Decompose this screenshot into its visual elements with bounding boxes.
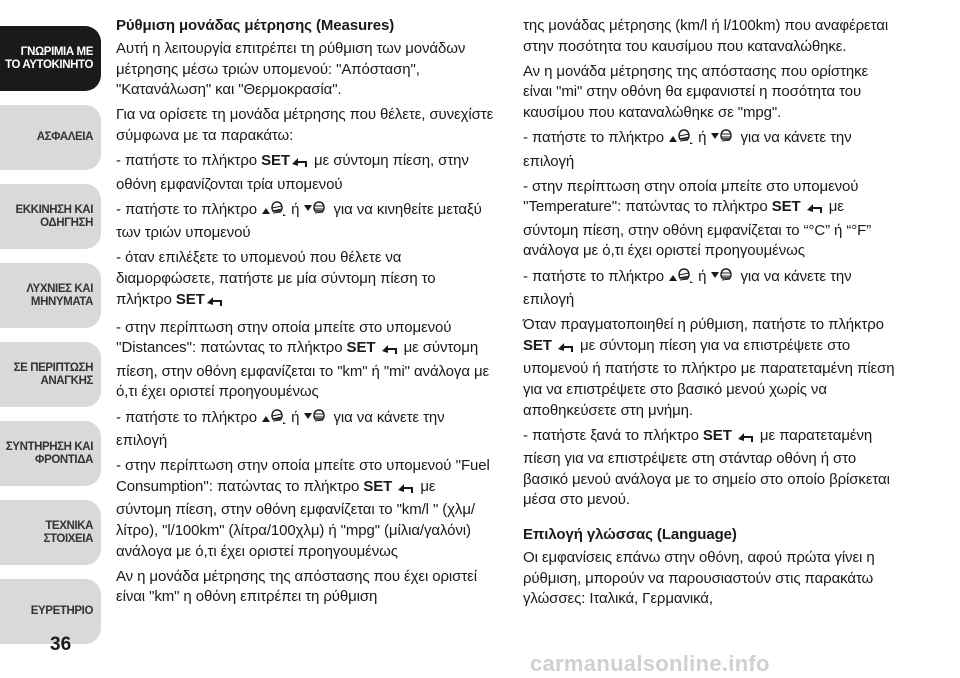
set-button-icon (805, 200, 825, 221)
instruction-step: - πατήστε το πλήκτρο ή για να κάνετε την επιλογή (116, 408, 445, 450)
tab-technical-data[interactable]: ΤΕΧΝΙΚΑ ΣΤΟΙΧΕΙΑ (0, 500, 101, 565)
down-arrow-button-icon (710, 128, 736, 152)
tab-warning-lights[interactable]: ΛΥΧΝΙΕΣ ΚΑΙ ΜΗΝΥΜΑΤΑ (0, 263, 101, 328)
instruction-step: - πατήστε το πλήκτρο ή για να κινηθείτε μεταξύ των τριών υπομενού (116, 200, 482, 242)
tab-emergency[interactable]: ΣΕ ΠΕΡΙΠΤΩΣΗ ΑΝΑΓΚΗΣ (0, 342, 101, 407)
tab-maintenance[interactable]: ΣΥΝΤΗΡΗΣΗ ΚΑΙ ΦΡΟΝΤΙΔΑ (0, 421, 101, 486)
paragraph: Για να ορίσετε τη μονάδα μέτρησης που θέλετε, συνεχίστε σύμφωνα με τα παρακάτω: (116, 106, 494, 144)
instruction-step: - στην περίπτωση στην οποία μπείτε στο υπομενού ''Fuel Consumption'': πατώντας το πλήκτρο SET με σύντομη πίεση, στην οθόνη εμφανίζεται το "km/l " (χλμ/λίτρο), "l/100km" (λίτρα/100χλμ) ή "mpg" (μίλια/γαλόνι) ανάλογα με ό,τι έχει οριστεί προηγουμένως (116, 457, 490, 560)
set-key-label: SET (346, 339, 376, 357)
up-arrow-button-icon (261, 408, 287, 432)
paragraph: Αυτή η λειτουργία επιτρέπει τη ρύθμιση των μονάδων μέτρησης μέσω τριών υπομενού: "Απόσταση", "Κατανάλωση" και "Θερμοκρασία". (116, 40, 466, 99)
chapter-sidebar (0, 0, 104, 678)
set-button-icon (556, 339, 576, 360)
up-arrow-button-icon (261, 200, 287, 224)
tab-index[interactable]: ΕΥΡΕΤΗΡΙΟ (0, 579, 101, 644)
set-button-icon (205, 293, 225, 314)
down-arrow-button-icon (710, 267, 736, 291)
set-button-icon (736, 429, 756, 450)
instruction-step: - όταν επιλέξετε το υπομενού που θέλετε να διαμορφώσετε, πατήστε με μία σύντομη πίεση το πλήκτρο SET (116, 248, 494, 313)
text-column-left (116, 16, 494, 612)
section-heading-language: Επιλογή γλώσσας (Language) (523, 526, 737, 544)
instruction-step: - πατήστε ξανά το πλήκτρο SET με παρατεταμένη πίεση για να επιστρέψετε στη στάνταρ οθόνη ή στο βασικό μενού ανάλογα με το σημείο στο οποίο βρίσκεται μέσα στο μενού. (523, 426, 890, 509)
instruction-step: - πατήστε το πλήκτρο SET με σύντομη πίεση, στην οθόνη εμφανίζονται τρία υπομενού (116, 151, 469, 193)
paragraph: Οι εμφανίσεις επάνω στην οθόνη, αφού πρώτα γίνει η ρύθμιση, μπορούν να παρουσιαστούν στις παρακάτω γλώσσες: Ιταλικά, Γερμανικά, (523, 549, 875, 608)
set-button-icon (380, 341, 400, 362)
paragraph: Όταν πραγματοποιηθεί η ρύθμιση, πατήστε το πλήκτρο SET με σύντομη πίεση για να επιστρέψετε στο υπομενού ή πατήστε το πλήκτρο με παρατεταμένη πίεση για να επιστρέψετε στο βασικό μενού χωρίς να αποθηκεύσετε στη μνήμη. (523, 316, 895, 419)
instruction-step: - στην περίπτωση στην οποία μπείτε στο υπομενού ''Distances'': πατώντας το πλήκτρο SET με σύντομη πίεση, στην οθόνη εμφανίζεται το "km" ή "mi" ανάλογα με ό,τι έχει οριστεί προηγουμένως (116, 318, 490, 401)
set-key-label: SET (702, 426, 732, 444)
up-arrow-button-icon (668, 128, 694, 152)
tab-starting-driving[interactable]: ΕΚΚΙΝΗΣΗ ΚΑΙ ΟΔΗΓΗΣΗ (0, 184, 101, 249)
set-key-label: SET (523, 336, 552, 354)
set-key-label: SET (175, 290, 205, 308)
set-key-label: SET (363, 477, 393, 495)
watermark: carmanualsonline.info (530, 651, 770, 676)
instruction-step: - πατήστε το πλήκτρο ή για να κάνετε την επιλογή (523, 128, 852, 170)
set-button-icon (396, 480, 416, 501)
down-arrow-button-icon (303, 408, 329, 432)
text-column-right (523, 16, 901, 614)
set-button-icon (290, 154, 310, 175)
set-key-label: SET (261, 151, 290, 169)
paragraph: Αν η μονάδα μέτρησης της απόστασης που ορίστηκε είναι "mi" στην οθόνη θα εμφανιστεί η ποσότητα του καυσίμου που καταναλώθηκε σε "mpg". (523, 62, 869, 121)
page-number: 36 (50, 634, 72, 655)
tab-safety[interactable]: ΑΣΦΑΛΕΙΑ (0, 105, 101, 170)
paragraph: Αν η μονάδα μέτρησης της απόστασης που έχει οριστεί είναι "km" η οθόνη επιτρέπει τη ρύθμιση (116, 567, 477, 606)
instruction-step: - στην περίπτωση στην οποία μπείτε στο υπομενού ''Temperature'': πατώντας το πλήκτρο SET με σύντομη πίεση, στην οθόνη εμφανίζεται το “°C” ή “°F” ανάλογα με ό,τι έχει οριστεί προηγουμένως (523, 177, 872, 260)
up-arrow-button-icon (668, 267, 694, 291)
tab-getting-to-know[interactable]: ΓΝΩΡΙΜΙΑ ΜΕ ΤΟ ΑΥΤΟΚΙΝΗΤΟ (0, 26, 101, 91)
paragraph: της μονάδας μέτρησης (km/l ή l/100km) που αναφέρεται στην ποσότητα του καυσίμου που καταναλώθηκε. (523, 17, 889, 55)
set-key-label: SET (771, 198, 801, 216)
section-heading-measures: Ρύθμιση μονάδας μέτρησης (Measures) (116, 17, 395, 34)
instruction-step: - πατήστε το πλήκτρο ή για να κάνετε την επιλογή (523, 267, 852, 309)
down-arrow-button-icon (303, 200, 329, 224)
